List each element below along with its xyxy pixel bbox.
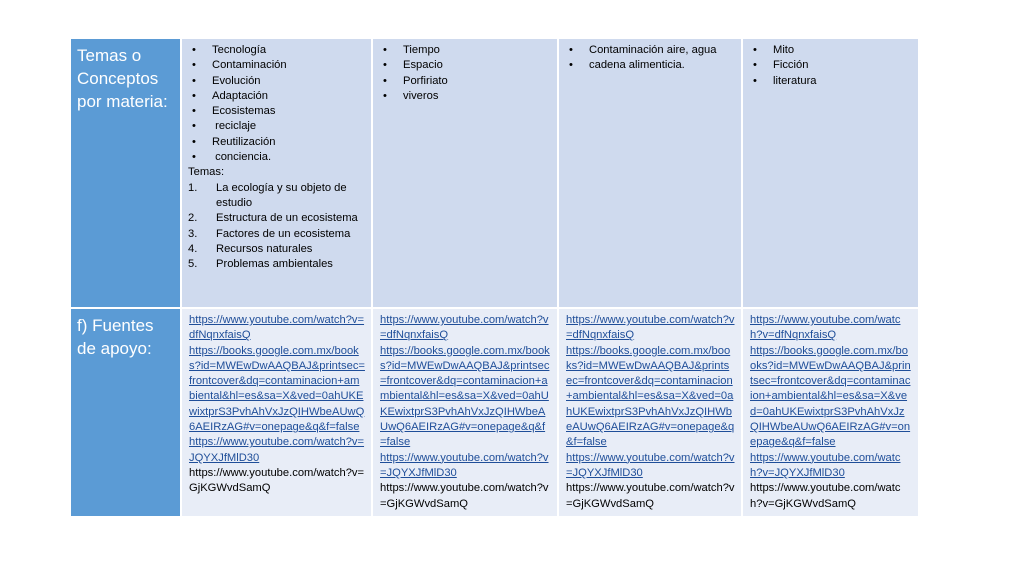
cell-temas-col2 — [373, 39, 557, 307]
cell-fuentes-col3 — [559, 309, 741, 516]
cell-temas-col1 — [182, 39, 371, 307]
bullet-list — [379, 43, 551, 104]
numbered-list — [188, 181, 365, 273]
books-link[interactable]: https://books.google.com.mx/books?id=MWEwDwAAQBAJ&printsec=frontcover&dq=contaminacion+ambiental&hl=es&sa=X&ved=0ahUKEwixtprS3PvhAhVxJzQIHWbeAUwQ6AEIRzAG#v=onepage&q&f=false — [750, 344, 911, 449]
list-item: • Evolución — [212, 74, 365, 89]
youtube-link[interactable]: https://www.youtube.com/watch?v=dfNqnxfaisQ — [189, 314, 365, 342]
youtube-link[interactable]: https://www.youtube.com/watch?v=JQYXJfMlD30 — [566, 451, 735, 479]
list-item: • conciencia. — [212, 150, 365, 165]
list-item: • Mito — [773, 43, 912, 58]
youtube-link[interactable]: https://www.youtube.com/watch?v=dfNqnxfaisQ — [380, 314, 549, 342]
youtube-link[interactable]: https://www.youtube.com/watch?v=dfNqnxfaisQ — [566, 314, 735, 342]
youtube-url-text: https://www.youtube.com/watch?v=GjKGWvdSamQ — [380, 482, 549, 510]
cell-fuentes-col2 — [373, 309, 557, 516]
list-item: • Adaptación — [212, 89, 365, 104]
list-item: • reciclaje — [212, 119, 365, 134]
cell-temas-col4 — [743, 39, 918, 307]
list-item: 5. Problemas ambientales — [188, 258, 333, 271]
list-item: • cadena alimenticia. — [589, 58, 735, 73]
youtube-link[interactable]: https://www.youtube.com/watch?v=JQYXJfMlD30 — [189, 436, 365, 464]
list-item: • literatura — [773, 74, 912, 89]
list-item: • Espacio — [403, 58, 551, 73]
list-item: 4. Recursos naturales — [188, 242, 313, 255]
list-item: • Tiempo — [403, 43, 551, 58]
bullet-list — [749, 43, 912, 89]
row-header-fuentes — [71, 309, 180, 516]
list-item: • Tecnología — [212, 43, 365, 58]
list-item: • Ecosistemas — [212, 104, 365, 119]
list-item: • Contaminación — [212, 58, 365, 73]
list-item: 1. La ecología y su objeto de estudio — [188, 181, 347, 209]
bullet-list — [188, 43, 365, 165]
bullet-list — [565, 43, 735, 74]
subheading-temas: Temas: — [188, 166, 225, 179]
row-header-fuentes-label: f) Fuentes de apoyo: — [77, 316, 154, 358]
books-link[interactable]: https://books.google.com.mx/books?id=MWEwDwAAQBAJ&printsec=frontcover&dq=contaminacion+ambiental&hl=es&sa=X&ved=0ahUKEwixtprS3PvhAhVxJzQIHWbeAUwQ6AEIRzAG#v=onepage&q&f=false — [566, 344, 735, 449]
list-item: 2. Estructura de un ecosistema — [188, 212, 358, 225]
row-header-temas — [71, 39, 180, 307]
youtube-url-text: https://www.youtube.com/watch?v=GjKGWvdSamQ — [566, 482, 735, 510]
subject-table — [71, 39, 918, 516]
list-item: 3. Factores de un ecosistema — [188, 227, 351, 240]
cell-temas-col3 — [559, 39, 741, 307]
list-item: • Reutilización — [212, 135, 365, 150]
books-link[interactable]: https://books.google.com.mx/books?id=MWEwDwAAQBAJ&printsec=frontcover&dq=contaminacion+ambiental&hl=es&sa=X&ved=0ahUKEwixtprS3PvhAhVxJzQIHWbeAUwQ6AEIRzAG#v=onepage&q&f=false — [189, 344, 365, 434]
youtube-link[interactable]: https://www.youtube.com/watch?v=JQYXJfMlD30 — [750, 451, 901, 479]
youtube-url-text: https://www.youtube.com/watch?v=GjKGWvdSamQ — [750, 482, 901, 510]
list-item: • Contaminación aire, agua — [589, 43, 735, 58]
books-link[interactable]: https://books.google.com.mx/books?id=MWEwDwAAQBAJ&printsec=frontcover&dq=contaminacion+ambiental&hl=es&sa=X&ved=0ahUKEwixtprS3PvhAhVxJzQIHWbeAUwQ6AEIRzAG#v=onepage&q&f=false — [380, 344, 550, 449]
cell-fuentes-col4 — [743, 309, 918, 516]
list-item: • viveros — [403, 89, 551, 104]
list-item: • Ficción — [773, 58, 912, 73]
list-item: • Porfiriato — [403, 74, 551, 89]
youtube-link[interactable]: https://www.youtube.com/watch?v=JQYXJfMlD30 — [380, 451, 549, 479]
cell-fuentes-col1 — [182, 309, 371, 516]
row-header-temas-label: Temas o Conceptos por materia: — [77, 46, 168, 111]
youtube-url-text: https://www.youtube.com/watch?v=GjKGWvdSamQ — [189, 466, 365, 495]
youtube-link[interactable]: https://www.youtube.com/watch?v=dfNqnxfaisQ — [750, 314, 901, 342]
